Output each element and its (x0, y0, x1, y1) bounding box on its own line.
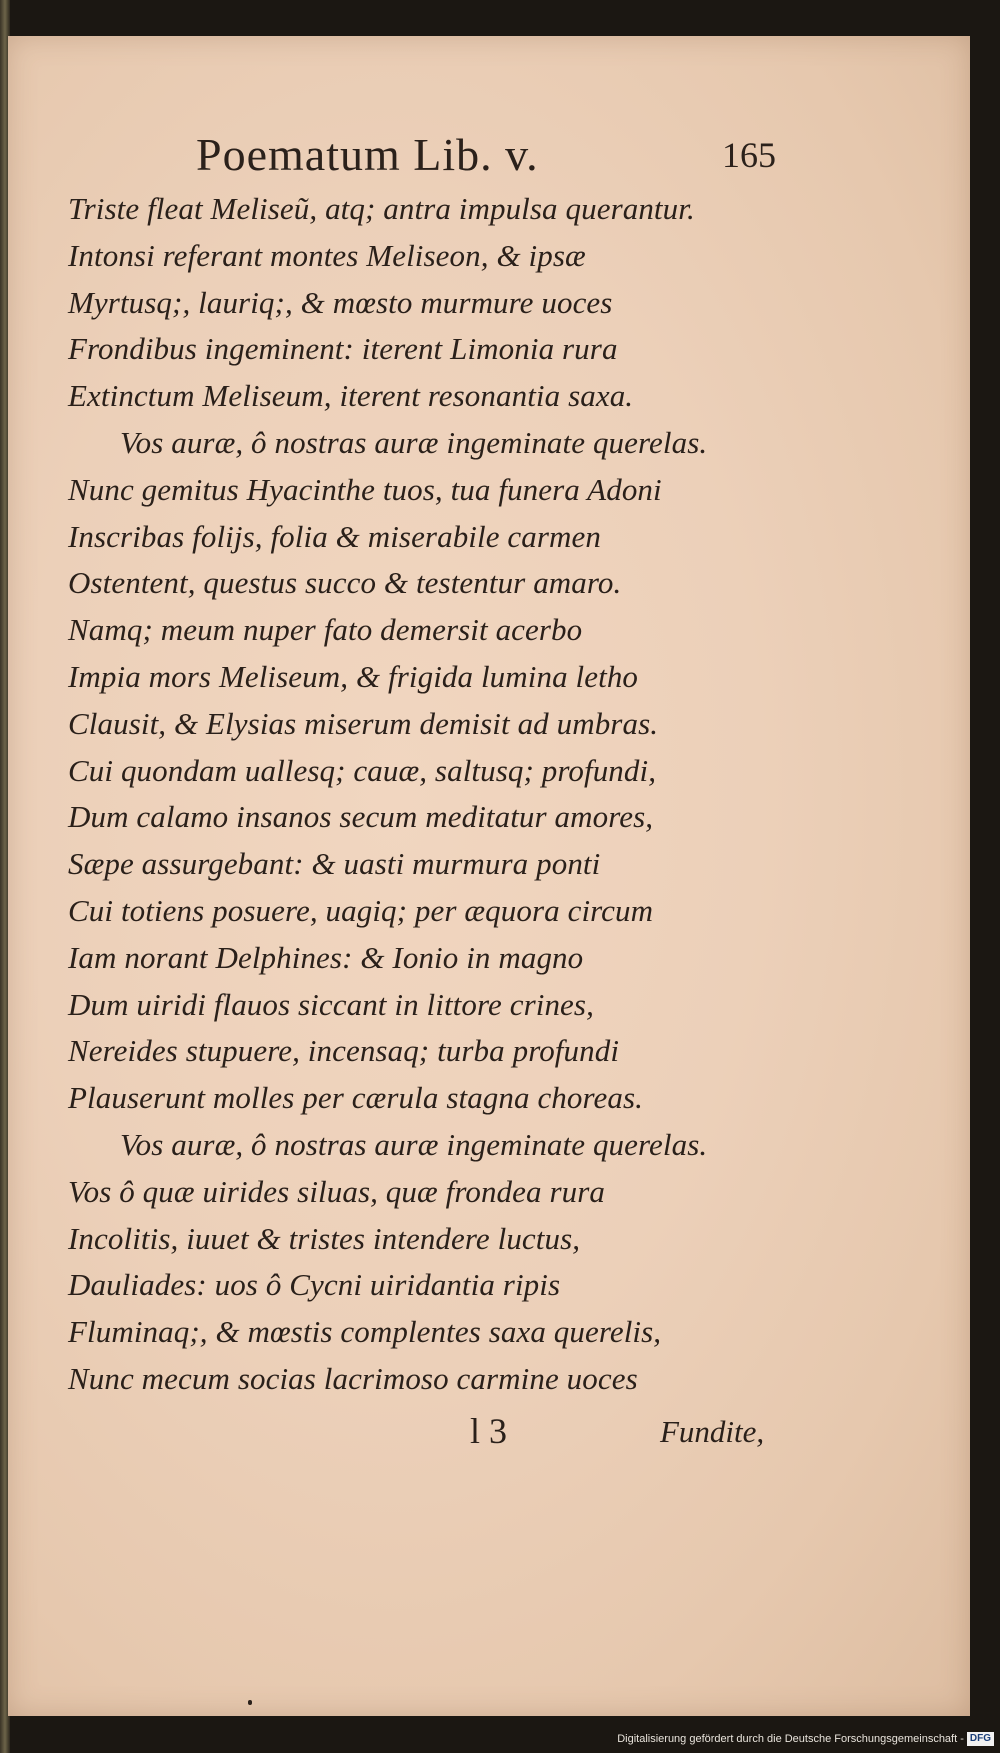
book-page (8, 36, 970, 1716)
verse-line: Dum calamo insanos secum meditatur amores, (68, 799, 654, 835)
verse-line: Namq; meum nuper fato demersit acerbo (68, 612, 583, 648)
verse-line: Dauliades: uos ô Cycni uiridantia ripis (68, 1267, 561, 1303)
verse-line: Ostentent, questus succo & testentur amaro. (68, 565, 622, 601)
digitization-credit (617, 1730, 994, 1748)
verse-line: Fluminaq;, & mœstis complentes saxa querelis, (68, 1314, 662, 1350)
ink-speck (248, 1700, 252, 1705)
page-header (196, 128, 776, 188)
dfg-logo: DFG (967, 1732, 994, 1746)
verse-line: Nunc mecum socias lacrimoso carmine uoces (68, 1360, 638, 1396)
signature-mark: l 3 (470, 1411, 508, 1451)
verse-line: Inscribas folijs, folia & miserabile carmen (68, 518, 601, 554)
credit-text: Digitalisierung gefördert durch die Deutsche Forschungsgemeinschaft - (617, 1733, 964, 1745)
verse-line: Clausit, & Elysias miserum demisit ad umbras. (68, 705, 659, 741)
verse-line: Triste fleat Meliseũ, atq; antra impulsa querantur. (68, 191, 695, 226)
verse-line: Nereides stupuere, incensaq; turba profundi (68, 1033, 620, 1069)
verse-line: Vos auræ, ô nostras auræ ingeminate querelas. (120, 424, 708, 460)
verse-line: Cui quondam uallesq; cauæ, saltusq; profundi, (68, 752, 657, 788)
verse-line: Plauserunt molles per cærula stagna choreas. (68, 1080, 643, 1116)
running-title: Poematum Lib. v. (196, 129, 539, 180)
verse-line: Vos auræ, ô nostras auræ ingeminate querelas. (120, 1126, 708, 1162)
verse-line: Impia mors Meliseum, & frigida lumina letho (68, 658, 639, 694)
verse-line: Cui totiens posuere, uagiq; per æquora circum (68, 892, 654, 928)
verse-line: Vos ô quæ uirides siluas, quæ frondea rura (68, 1173, 605, 1209)
page-footer (8, 1410, 788, 1460)
verse-line: Iam norant Delphines: & Ionio in magno (68, 939, 584, 975)
poem-text (68, 186, 768, 1403)
verse-line: Intonsi referant montes Meliseon, & ipsæ (68, 237, 586, 273)
verse-line: Myrtusq;, lauriq;, & mœsto murmure uoces (68, 284, 613, 320)
verse-line: Sæpe assurgebant: & uasti murmura ponti (68, 846, 601, 882)
verse-line: Frondibus ingeminent: iterent Limonia rura (68, 331, 618, 367)
verse-line: Dum uiridi flauos siccant in littore crines, (68, 986, 594, 1022)
page-number: 165 (722, 135, 776, 175)
verse-line: Extinctum Meliseum, iterent resonantia saxa. (68, 378, 634, 414)
verse-line: Incolitis, iuuet & tristes intendere luctus, (68, 1220, 581, 1256)
verse-line: Nunc gemitus Hyacinthe tuos, tua funera Adoni (68, 471, 662, 507)
catchword: Fundite, (660, 1414, 765, 1449)
